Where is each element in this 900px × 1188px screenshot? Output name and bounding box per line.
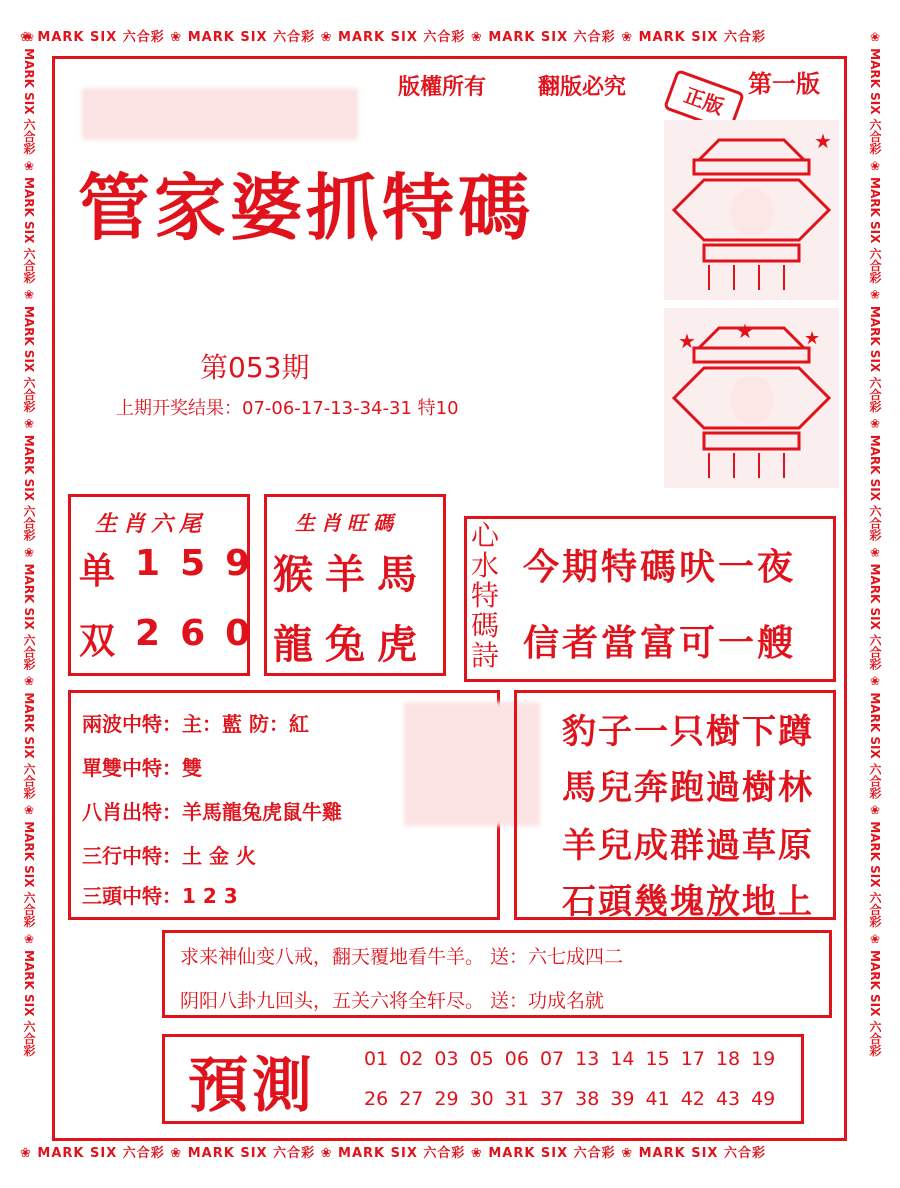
prediction-number: 03 — [434, 1048, 459, 1070]
prediction-number: 02 — [399, 1048, 424, 1070]
prediction-row-1 — [364, 1048, 775, 1070]
hint-heads — [82, 880, 238, 909]
zodiac-box-title: 生肖旺碼 — [295, 511, 399, 535]
no-reprint-text: 翻版必究 — [538, 74, 627, 100]
prediction-number: 19 — [751, 1048, 776, 1070]
issue-number: 第053期 — [200, 351, 310, 384]
hint-label: 八肖出特： — [82, 800, 182, 824]
prediction-number: 07 — [539, 1048, 565, 1070]
zodiac-row-2: 龍兔虎 — [273, 622, 429, 668]
prediction-number: 06 — [504, 1048, 529, 1070]
prediction-number: 39 — [610, 1088, 635, 1110]
poem2-line-4: 石頭幾塊放地上 — [562, 882, 814, 922]
prediction-number: 17 — [680, 1048, 705, 1070]
poem2-line-1: 豹子一只樹下蹲 — [562, 712, 814, 752]
odd-tails-row — [79, 543, 250, 594]
hint-eight-zodiac — [82, 796, 342, 825]
hint-elements — [82, 840, 256, 869]
tail-number: 2 — [135, 613, 161, 654]
bottom-border-strip: ❀ MARK SIX 六合彩 ❀ MARK SIX 六合彩 ❀ MARK SIX 六合彩 ❀ MARK SIX 六合彩 ❀ MARK SIX 六合彩 — [20, 1146, 766, 1161]
prediction-number: 14 — [610, 1048, 635, 1070]
verse-line-1: 求来神仙变八戒，翻天覆地看牛羊。 送：六七成四二 — [180, 946, 624, 968]
prediction-number: 41 — [645, 1088, 670, 1110]
svg-text:★: ★ — [736, 319, 754, 343]
hint-wave — [82, 708, 309, 737]
tail-number: 5 — [180, 543, 206, 584]
hint-label: 兩波中特： — [82, 712, 182, 736]
tail-number: 0 — [225, 613, 251, 654]
lantern-decoration-bottom — [664, 308, 839, 488]
edition-text: 第一版 — [748, 69, 820, 98]
even-tails-row — [79, 613, 250, 664]
poem-side-label: 心水特碼詩 — [471, 519, 500, 672]
zodiac-box — [264, 494, 446, 676]
hint-value: 土 金 火 — [182, 844, 256, 868]
even-label: 双 — [79, 621, 116, 662]
prediction-number: 49 — [751, 1088, 776, 1110]
hint-label: 單雙中特： — [82, 756, 182, 780]
prediction-number: 27 — [399, 1088, 424, 1110]
verse-line-2: 阴阳八卦九回头，五关六将全轩尽。 送：功成名就 — [180, 990, 605, 1012]
copyright-text: 版權所有 — [398, 74, 487, 100]
prediction-number: 37 — [539, 1088, 565, 1110]
tail-number: 9 — [225, 543, 251, 584]
tail-box — [68, 494, 250, 676]
prediction-number: 26 — [364, 1088, 389, 1110]
prediction-number: 05 — [469, 1048, 494, 1070]
poem-line-1: 今期特碼吠一夜 — [523, 547, 797, 588]
hint-label: 三頭中特： — [82, 884, 182, 908]
prediction-number: 43 — [715, 1088, 741, 1110]
prediction-number: 31 — [504, 1088, 529, 1110]
tail-number: 6 — [180, 613, 206, 654]
top-border-strip: ❀ MARK SIX 六合彩 ❀ MARK SIX 六合彩 ❀ MARK SIX 六合彩 ❀ MARK SIX 六合彩 ❀ MARK SIX 六合彩 — [20, 30, 766, 45]
poem-box — [464, 516, 836, 682]
poem-line-2: 信者當富可一艘 — [523, 623, 797, 664]
prediction-number: 29 — [434, 1088, 459, 1110]
zodiac-row-1: 猴羊馬 — [273, 552, 429, 598]
prediction-number: 18 — [715, 1048, 741, 1070]
prediction-number: 42 — [680, 1088, 705, 1110]
prediction-label: 預測 — [188, 1051, 316, 1121]
hint-odd-even — [82, 752, 202, 781]
prediction-number: 15 — [645, 1048, 670, 1070]
tail-number: 1 — [135, 543, 161, 584]
prediction-number: 01 — [364, 1048, 389, 1070]
hint-label: 三行中特： — [82, 844, 182, 868]
tail-box-title: 生肖六尾 — [95, 511, 208, 537]
hint-value: 雙 — [182, 756, 202, 780]
svg-text:★: ★ — [804, 328, 821, 349]
lantern-decoration-top — [664, 120, 839, 300]
last-result: 上期开奖结果：07-06-17-13-34-31 特10 — [116, 398, 459, 419]
prediction-row-2 — [364, 1088, 775, 1110]
poem2-line-2: 馬兒奔跑過樹林 — [562, 768, 814, 808]
hint-value: 1 2 3 — [182, 884, 238, 908]
page-title: 管家婆抓特碼 — [78, 165, 535, 250]
authentic-stamp: 正版 — [663, 69, 745, 133]
svg-text:★: ★ — [814, 129, 832, 153]
prediction-number: 38 — [575, 1088, 600, 1110]
poem2-line-3: 羊兒成群過草原 — [562, 826, 814, 866]
odd-label: 单 — [79, 551, 116, 592]
hint-value: 羊馬龍兔虎鼠牛雞 — [182, 800, 342, 824]
right-border-strip: ❀ MARK SIX 六合彩 ❀ MARK SIX 六合彩 ❀ MARK SIX 六合彩 ❀ MARK SIX 六合彩 ❀ MARK SIX 六合彩 ❀ MARK SIX 六合彩 ❀ MARK SIX 六合彩 ❀ MARK SIX 六合彩 — [868, 30, 882, 1057]
blurred-header-area — [82, 88, 358, 140]
hint-value: 主：藍 防：紅 — [182, 712, 309, 736]
left-border-strip: ❀ MARK SIX 六合彩 ❀ MARK SIX 六合彩 ❀ MARK SIX 六合彩 ❀ MARK SIX 六合彩 ❀ MARK SIX 六合彩 ❀ MARK SIX 六合彩 ❀ MARK SIX 六合彩 ❀ MARK SIX 六合彩 — [22, 30, 36, 1057]
prediction-number: 30 — [469, 1088, 494, 1110]
svg-text:★: ★ — [678, 329, 696, 353]
prediction-number: 13 — [575, 1048, 600, 1070]
